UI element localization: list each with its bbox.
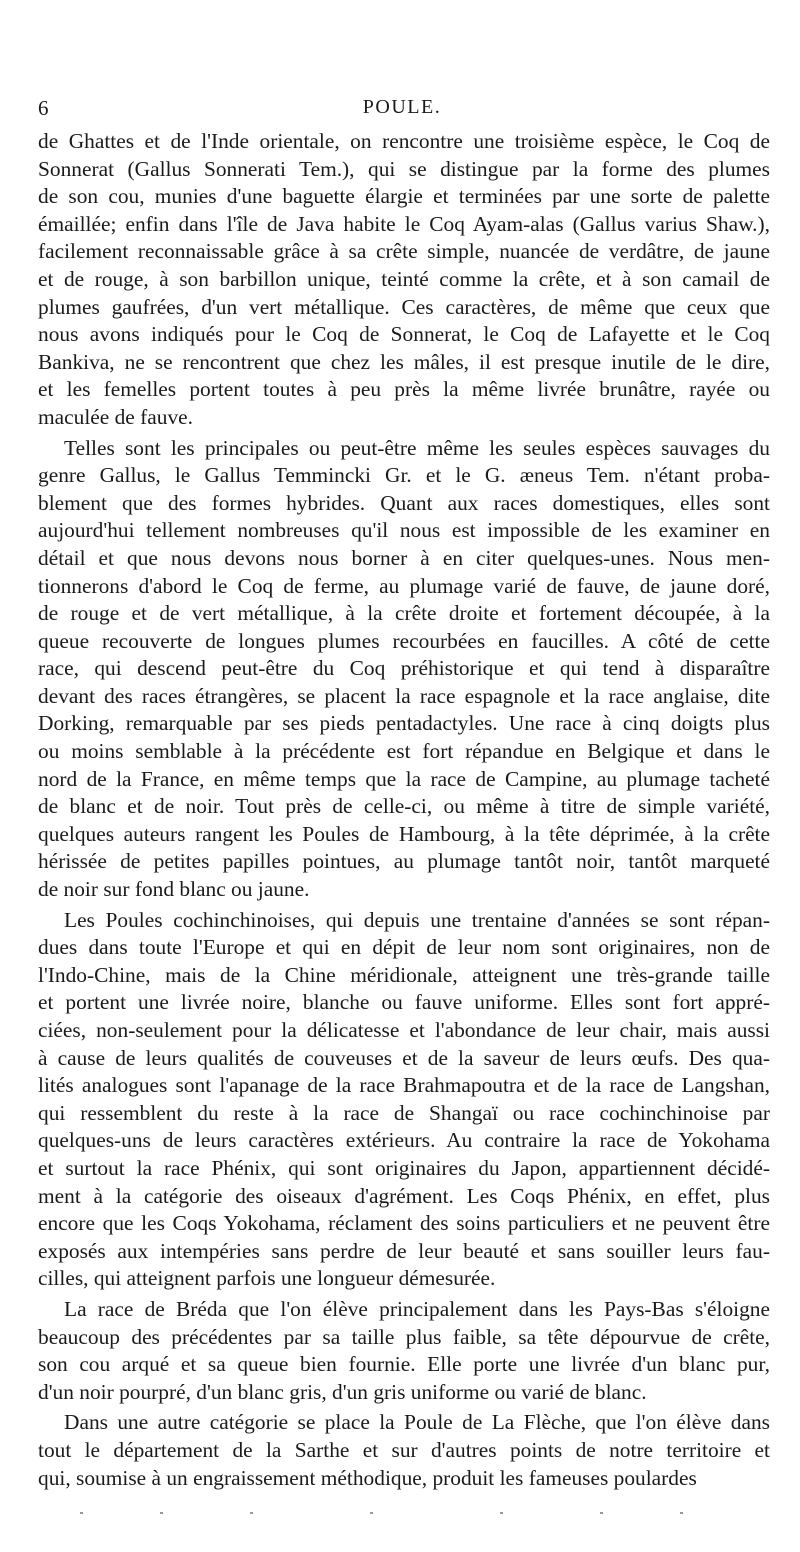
paragraph xyxy=(38,128,770,432)
text-line: Bankiva, ne se rencontrent que chez les mâles, il est presque inutile de le dire, xyxy=(38,349,770,374)
text-line: cilles, qui atteignent parfois une longueur démesurée. xyxy=(38,1266,496,1291)
text-line: blement que des formes hybrides. Quant aux races domestiques, elles sont xyxy=(38,490,770,515)
text-line: nord de la France, en même temps que la race de Campine, au plumage tacheté xyxy=(38,766,770,791)
text-line: son cou arqué et sa queue bien fournie. Elle porte une livrée d'un blanc pur, xyxy=(38,1352,770,1377)
text-line: race, qui descend peut-être du Coq préhistorique et qui tend à disparaître xyxy=(38,656,770,681)
text-line: encore que les Coqs Yokohama, réclament des soins particuliers et ne peuvent être xyxy=(38,1211,770,1236)
paragraph xyxy=(38,1296,770,1406)
text-line: et les femelles portent toutes à peu près la même livrée brunâtre, rayée ou xyxy=(38,377,770,402)
text-line: et portent une livrée noire, blanche ou fauve uniforme. Elles sont fort appré- xyxy=(38,990,770,1015)
page-header xyxy=(32,96,772,126)
text-line: tout le département de la Sarthe et sur d'autres points de notre territoire et xyxy=(38,1437,770,1462)
text-line: tionnerons d'abord le Coq de ferme, au plumage varié de fauve, de jaune doré, xyxy=(38,573,770,598)
text-line: plumes gaufrées, d'un vert métallique. Ces caractères, de même que ceux que xyxy=(38,294,770,319)
text-line: émaillée; enfin dans l'île de Java habite le Coq Ayam-alas (Gallus varius Shaw.), xyxy=(38,211,770,236)
text-line: Dans une autre catégorie se place la Poule de La Flèche, que l'on élève dans xyxy=(64,1410,770,1435)
text-line: facilement reconnaissable grâce à sa crête simple, nuancée de verdâtre, de jaune xyxy=(38,239,770,264)
body-text xyxy=(38,128,770,1495)
text-line: de noir sur fond blanc ou jaune. xyxy=(38,877,310,902)
page-number: 6 xyxy=(38,96,49,120)
text-line: quelques-uns de leurs caractères extérieurs. Au contraire la race de Yokohama xyxy=(38,1128,770,1153)
text-line: qui ressemblent du reste à la race de Shangaï ou race cochinchinoise par xyxy=(38,1100,770,1125)
text-line: détail et que nous devons nous borner à en citer quelques-unes. Nous men- xyxy=(38,545,770,570)
text-line: de rouge et de vert métallique, à la crête droite et fortement découpée, à la xyxy=(38,601,770,626)
text-line: de son cou, munies d'une baguette élargie et terminées par une sorte de palette xyxy=(38,184,770,209)
text-line: aujourd'hui tellement nombreuses qu'il nous est impossible de les examiner en xyxy=(38,518,770,543)
text-line: beaucoup des précédentes par sa taille plus faible, sa tête dépourvue de crête, xyxy=(38,1324,770,1349)
text-line: à cause de leurs qualités de couveuses et de la saveur de leurs œufs. Des qua- xyxy=(38,1045,770,1070)
text-line: exposés aux intempéries sans perdre de leur beauté et sans souiller leurs fau- xyxy=(38,1238,770,1263)
text-line: maculée de fauve. xyxy=(38,404,193,429)
text-line: ment à la catégorie des oiseaux d'agrément. Les Coqs Phénix, en effet, plus xyxy=(38,1183,770,1208)
paragraph xyxy=(38,907,770,1293)
text-line: quelques auteurs rangent les Poules de Hambourg, à la tête déprimée, à la crête xyxy=(38,821,770,846)
text-line: et surtout la race Phénix, qui sont originaires du Japon, appartiennent décidé- xyxy=(38,1155,770,1180)
paragraph xyxy=(38,1409,770,1492)
text-line: La race de Bréda que l'on élève principalement dans les Pays-Bas s'éloigne xyxy=(64,1296,770,1321)
text-line: Telles sont les principales ou peut-être même les seules espèces sauvages du xyxy=(64,435,770,460)
text-line: ou moins semblable à la précédente est fort répandue en Belgique et dans le xyxy=(38,739,770,764)
text-line: Dorking, remarquable par ses pieds pentadactyles. Une race à cinq doigts plus xyxy=(38,711,770,736)
text-line: devant des races étrangères, se placent la race espagnole et la race anglaise, dite xyxy=(38,683,770,708)
text-line: l'Indo-Chine, mais de la Chine méridionale, atteignent une très-grande taille xyxy=(38,962,770,987)
text-line: lités analogues sont l'apanage de la race Brahmapoutra et de la race de Langshan, xyxy=(38,1073,770,1098)
print-specks xyxy=(40,1512,760,1518)
text-line: d'un noir pourpré, d'un blanc gris, d'un gris uniforme ou varié de blanc. xyxy=(38,1379,647,1404)
text-line: Les Poules cochinchinoises, qui depuis une trentaine d'années se sont répan- xyxy=(64,907,770,932)
text-line: ciées, non-seulement pour la délicatesse et l'abondance de leur chair, mais aussi xyxy=(38,1018,770,1042)
text-line: de Ghattes et de l'Inde orientale, on rencontre une troisième espèce, le Coq de xyxy=(38,129,770,153)
running-title: POULE. xyxy=(362,96,442,118)
text-line: nous avons indiqués pour le Coq de Sonnerat, le Coq de Lafayette et le Coq xyxy=(38,322,770,347)
text-line: dues dans toute l'Europe et qui en dépit de leur nom sont originaires, non de xyxy=(38,935,770,960)
text-line: genre Gallus, le Gallus Temmincki Gr. et le G. æneus Tem. n'étant proba- xyxy=(38,463,770,488)
paragraph xyxy=(38,435,770,904)
text-line: et de rouge, à son barbillon unique, teinté comme la crête, et à son camail de xyxy=(38,266,770,291)
text-line: qui, soumise à un engraissement méthodique, produit les fameuses poulardes xyxy=(38,1465,697,1490)
text-line: queue recouverte de longues plumes recourbées en faucilles. A côté de cette xyxy=(38,628,770,653)
text-line: de blanc et de noir. Tout près de celle-ci, ou même à titre de simple variété, xyxy=(38,794,770,819)
text-line: hérissée de petites papilles pointues, au plumage tantôt noir, tantôt marqueté xyxy=(38,849,770,874)
text-line: Sonnerat (Gallus Sonnerati Tem.), qui se distingue par la forme des plumes xyxy=(38,156,770,181)
